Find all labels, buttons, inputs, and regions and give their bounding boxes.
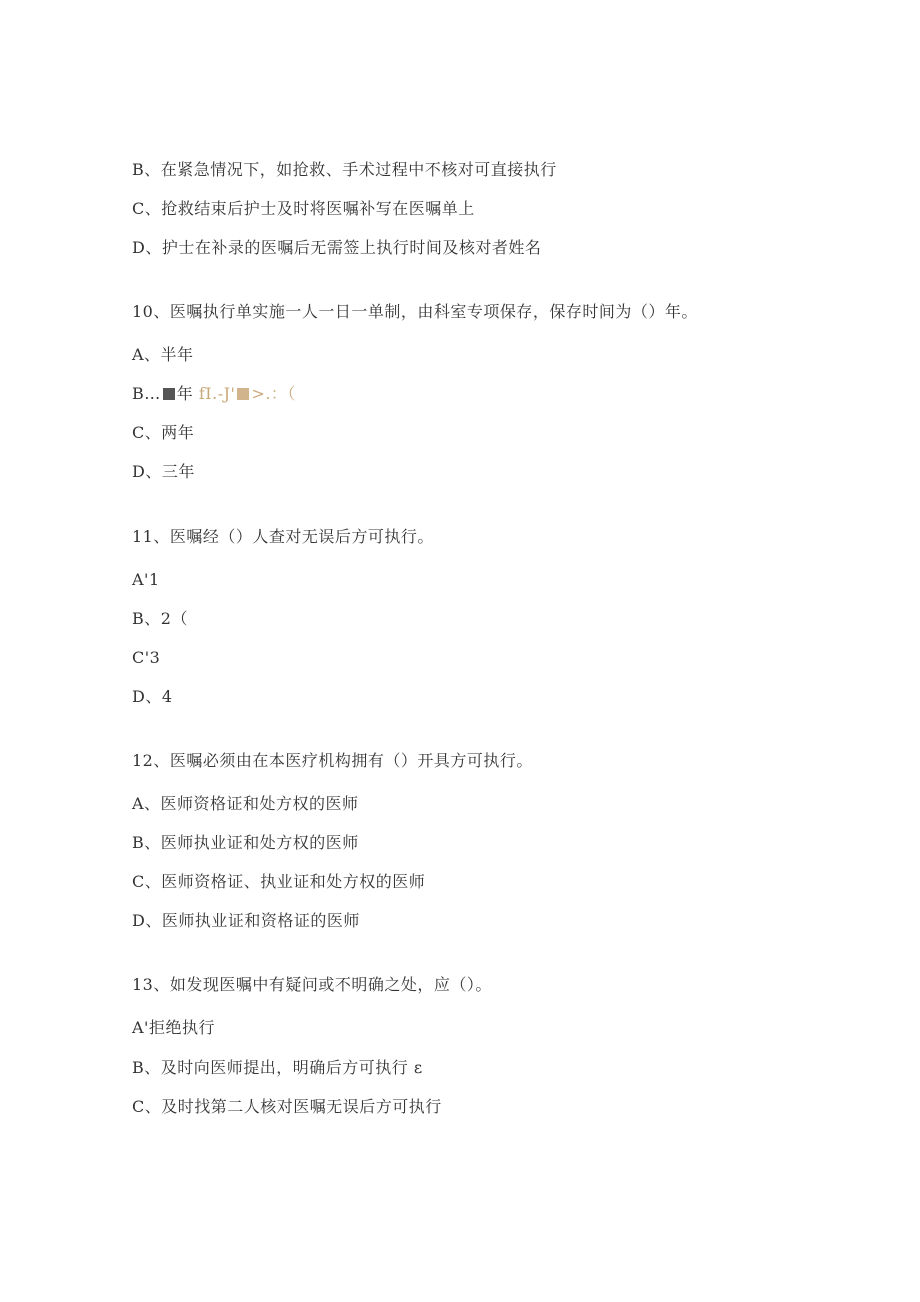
question-13: 13、如发现医嘱中有疑问或不明确之处，应（）。 — [132, 975, 492, 994]
option-text: C、及时找第二人核对医嘱无误后方可执行 — [132, 1097, 442, 1116]
option-text: 年 — [176, 384, 194, 403]
option-text: C'3 — [132, 648, 161, 667]
option-text: C、抢救结束后护士及时将医嘱补写在医嘱单上 — [132, 199, 475, 218]
option-text: D、三年 — [132, 462, 195, 481]
ocr-artifact-text: fI.-J' — [198, 384, 236, 403]
question-10: 10、医嘱执行单实施一人一日一单制，由科室专项保存，保存时间为（）年。 — [132, 302, 698, 321]
option-text: A、半年 — [132, 345, 194, 364]
option-text: B、在紧急情况下，如抢救、手术过程中不核对可直接执行 — [132, 160, 557, 179]
option-prefix: B… — [132, 384, 161, 403]
option-text: A'1 — [132, 570, 160, 589]
question-11: 11、医嘱经（）人查对无误后方可执行。 — [132, 527, 434, 546]
ocr-artifact-text: >.：（ — [251, 384, 296, 403]
option-text: A、医师资格证和处方权的医师 — [132, 794, 359, 813]
option-garbled — [132, 384, 296, 404]
option-text: B、2（ — [132, 609, 188, 628]
option-text: D、护士在补录的医嘱后无需签上执行时间及核对者姓名 — [132, 238, 542, 257]
ocr-artifact-block — [163, 388, 175, 400]
option-text: C、两年 — [132, 423, 195, 442]
option-text: B、医师执业证和处方权的医师 — [132, 833, 359, 852]
option-text: B、及时向医师提出，明确后方可执行 ε — [132, 1058, 423, 1077]
ocr-artifact-block — [237, 388, 249, 400]
question-12: 12、医嘱必须由在本医疗机构拥有（）开具方可执行。 — [132, 751, 533, 770]
option-text: D、医师执业证和资格证的医师 — [132, 911, 360, 930]
option-text: D、4 — [132, 687, 173, 706]
option-text: A'拒绝执行 — [132, 1018, 215, 1037]
option-text: C、医师资格证、执业证和处方权的医师 — [132, 872, 426, 891]
